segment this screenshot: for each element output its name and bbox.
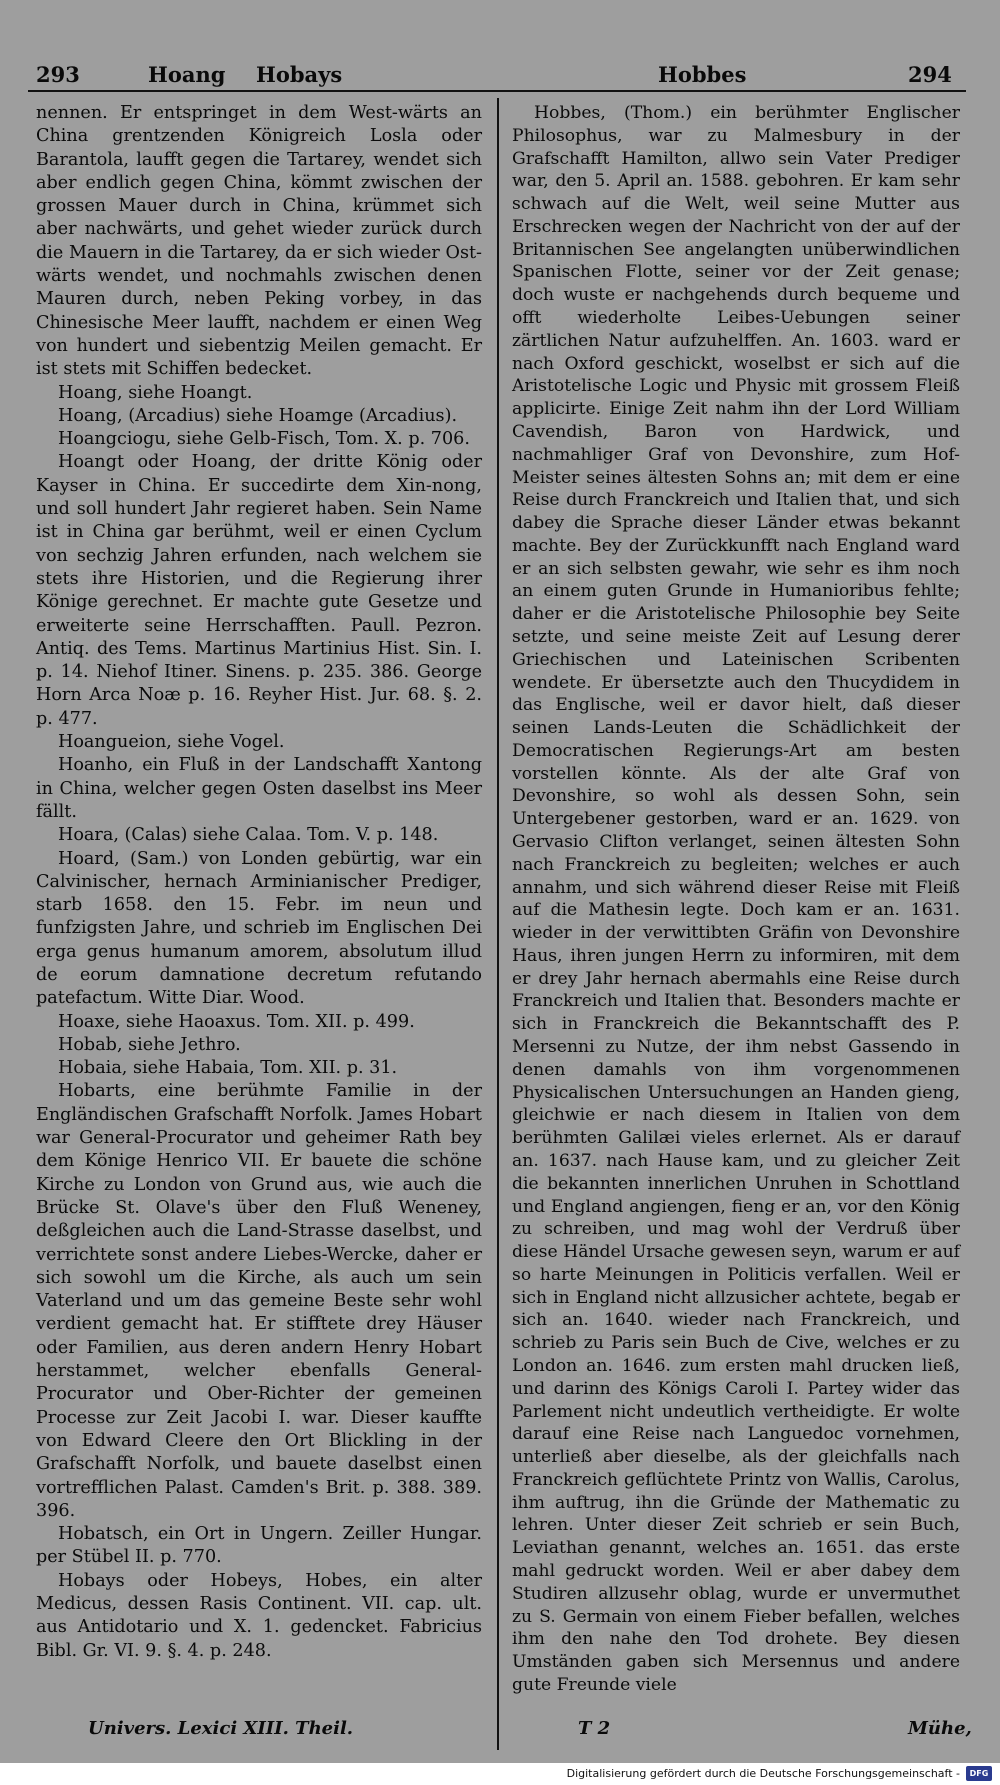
- entry-paragraph: Hoanho, ein Fluß in der Landschafft Xantong in China, welcher gegen Osten daselbst ins Meer fällt.: [36, 755, 482, 822]
- entry-paragraph: Hobarts, eine berühmte Familie in der Engländischen Grafschafft Norfolk. James Hobart war General-Procurator und geheimer Rath bey dem Könige Henrico VII. Er bauete die schöne Kirche zu London von Grund aus, wie auch die Brücke St. Olave's über den Fluß Weneney, deßgleichen auch die Land-Strasse daselbst, und verrichtete sonst andere Liebes-Wercke, daher er sich sowohl um die Kirche, als auch um sein Vaterland und um das gemeine Beste sehr wohl verdient gemacht hat. Er stifftete drey Häuser oder Familien, aus deren andern Henry Hobart herstammet, welcher ebenfalls General-Procurator und Ober-Richter der gemeinen Processe zur Zeit Jacobi I. war. Dieser kauffte von Edward Cleere den Ort Blickling in der Grafschafft Norfolk, und bauete daselbst einen vortrefflichen Palast. Camden's Brit. p. 388. 389. 396.: [36, 1081, 482, 1521]
- entry-paragraph: Hoaxe, siehe Haoaxus. Tom. XII. p. 499.: [58, 1011, 415, 1032]
- digitization-credit: [0, 1763, 1000, 1785]
- catchword: Mühe,: [908, 1718, 972, 1739]
- credit-text: Digitalisierung gefördert durch die Deutsche Forschungsgemeinschaft -: [566, 1767, 960, 1780]
- entry-paragraph: Hobaia, siehe Habaia, Tom. XII. p. 31.: [58, 1058, 398, 1079]
- entry-paragraph: nennen. Er entspringet in dem West-wärts an China grentzenden Königreich Losla oder Barantola, laufft gegen die Tartarey, wendet sich aber endlich gegen China, kömmt zwischen der grossen Mauer durch in China, krümmet sich aber nachwärts, und gehet wieder zurück durch die Mauern in die Tartarey, da er sich wieder Ost-wärts wendet, und nochmahls zwischen denen Mauren durch, neben Peking vorbey, in das Chinesische Meer laufft, nachdem er einen Weg von hundert und siebentzig Meilen gemacht. Er ist stets mit Schiffen bedecket.: [36, 103, 482, 380]
- entry-paragraph: Hoangt oder Hoang, der dritte König oder Kayser in China. Er succedirte dem Xin-nong, und soll hundert Jahr regieret haben. Sein Name ist in China gar berühmt, weil er einen Cyclum von sechzig Jahren erfunden, nach welchem sie stets ihre Historien, und die Regierung ihrer Könige gerechnet. Er machte gute Gesetze und erweiterte seine Herrschafften. Paull. Pezron. Antiq. des Tems. Martinus Martinius Hist. Sin. I. p. 14. Niehof Itiner. Sinens. p. 235. 386. George Horn Arca Noæ p. 16. Reyher Hist. Jur. 68. §. 2. p. 477.: [36, 452, 482, 729]
- entry-paragraph: Hoara, (Calas) siehe Calaa. Tom. V. p. 148.: [58, 825, 439, 846]
- left-running-head-1: Hoang: [148, 62, 226, 87]
- header-rule: [28, 90, 966, 92]
- running-header: [28, 50, 966, 94]
- entry-paragraph: Hobbes, (Thom.) ein berühmter Englischer Philosophus, war zu Malmesbury in der Grafschafft Hamilton, allwo sein Vater Prediger war, den 5. April an. 1588. gebohren. Er kam sehr schwach auf die Welt, weil seine Mutter aus Erschrecken wegen der Nachricht von der auf der Britannischen See angelangten unüberwindlichen Spanischen Flotte, seiner vor der Zeit genase; doch wuste er nachgehends durch bequeme und offt wiederholte Leibes-Uebungen seiner zärtlichen Natur aufzuhelffen. An. 1603. ward er nach Oxford geschickt, woselbst er sich auf die Aristotelische Logic und Physic mit grossem Fleiß applicirte. Einige Zeit nahm ihn der Lord William Cavendish, Baron von Hardwick, und nachmahliger Graf von Devonshire, zum Hof-Meister seines ältesten Sohns an; mit dem er eine Reise durch Franckreich und Italien that, und sich dabey die Sprache dieser Länder etwas bekannt machte. Bey der Zurückkunfft nach England ward er an sich selbsten gewahr, wie sehr es ihm noch an einem guten Grunde in Humanioribus fehlte; daher er die Aristotelische Philosophie bey Seite setzte, und seine meiste Zeit auf Lesung derer Griechischen und Lateinischen Scribenten wendete. Er übersetzte auch den Thucydidem in das Englische, weil er davor hielt, daß dieser seinen Lands-Leuten die Schädlichkeit der Democratischen Regierungs-Art am besten vorstellen könnte. Als der alte Graf von Devonshire, so wohl als dessen Sohn, sein Untergebener gestorben, ward er an. 1629. von Gervasio Clifton verlanget, seinen ältesten Sohn nach Franckreich zu begleiten; welches er auch annahm, und sich während dieser Reise mit Fleiß auf die Mathesin legte. Doch kam er an. 1631. wieder in der verwittibten Gräfin von Devonshire Haus, ihren jungen Herrn zu informiren, mit dem er drey Jahr hernach abermahls eine Reise durch Franckreich und Italien that. Besonders machte er sich in Franckreich die Bekanntschafft des P. Mersenni zu Nutze, der ihm nebst Gassendo in denen damahls von ihm vorgenommenen Physicalischen Untersuchungen an Handen gieng, gleichwie er nach diesem in Italien von dem berühmten Galilæi vieles erlernet. Als er darauf an. 1637. nach Hause kam, und zu gleicher Zeit die bekannten innerlichen Unruhen in Schottland und England angiengen, fieng er an, vor den König zu schreiben, und mag wohl der Verdruß über diese Händel Ursache gewesen seyn, warum er auf so harte Meinungen in Politicis verfallen. Weil er sich in England nicht allzusicher achtete, begab er sich an. 1640. wieder nach Franckreich, und schrieb zu Paris sein Buch de Cive, welches er zu London an. 1646. zum ersten mahl drucken ließ, und darinn des Königs Caroli I. Partey wider das Parlement nicht undeutlich vertheidigte. Er wolte darauf eine Reise nach Languedoc vornehmen, unterließ aber dieselbe, als der gleichfalls nach Franckreich geflüchtete Printz von Wallis, Carolus, ihm auftrug, ihn die Gründe der Mathematic zu lehren. Unter dieser Zeit schrieb er sein Buch, Leviathan genannt, welches an. 1651. das erste mahl gedruckt worden. Weil er aber dabey dem Studiren allzusehr oblag, wurde er unvermuthet zu S. Germain von einem Fieber befallen, welches ihm den nahe den Tod drohete. Bey diesen Umständen gaben sich Mersennus und andere gute Freunde viele: [512, 103, 960, 1695]
- entry-paragraph: Hobab, siehe Jethro.: [58, 1034, 241, 1055]
- entry-paragraph: Hoangciogu, siehe Gelb-Fisch, Tom. X. p. 706.: [58, 429, 470, 450]
- entry-paragraph: Hoang, siehe Hoangt.: [58, 382, 253, 403]
- book-page: [28, 50, 972, 1750]
- left-page-number: 293: [36, 62, 80, 87]
- left-column: [36, 102, 482, 1663]
- left-running-head-2: Hobays: [256, 62, 343, 87]
- entry-paragraph: Hoard, (Sam.) von Londen gebürtig, war ein Calvinischer, hernach Arminianischer Prediger, starb 1658. den 15. Febr. im neun und funfzigsten Jahre, und schrieb im Englischen Dei erga genus humanum amorem, absolutum illud de eorum damnatione decretum refutando patefactum. Witte Diar. Wood.: [36, 848, 482, 1009]
- entry-paragraph: Hobatsch, ein Ort in Ungern. Zeiller Hungar. per Stübel II. p. 770.: [36, 1524, 482, 1568]
- entry-paragraph: Hoang, (Arcadius) siehe Hoamge (Arcadius).: [58, 405, 458, 426]
- signature-mark: T 2: [578, 1718, 611, 1739]
- column-divider: [497, 98, 499, 1750]
- right-page-number: 294: [908, 62, 952, 87]
- right-column: [512, 102, 960, 1697]
- dfg-logo: DFG: [966, 1766, 992, 1781]
- entry-paragraph: Hoangueion, siehe Vogel.: [58, 732, 285, 753]
- entry-paragraph: Hobays oder Hobeys, Hobes, ein alter Medicus, dessen Rasis Continent. VII. cap. ult. aus Antidotario und X. 1. gedencket. Fabricius Bibl. Gr. VI. 9. §. 4. p. 248.: [36, 1570, 482, 1661]
- signature-left: Univers. Lexici XIII. Theil.: [88, 1718, 354, 1739]
- right-running-head: Hobbes: [658, 62, 747, 87]
